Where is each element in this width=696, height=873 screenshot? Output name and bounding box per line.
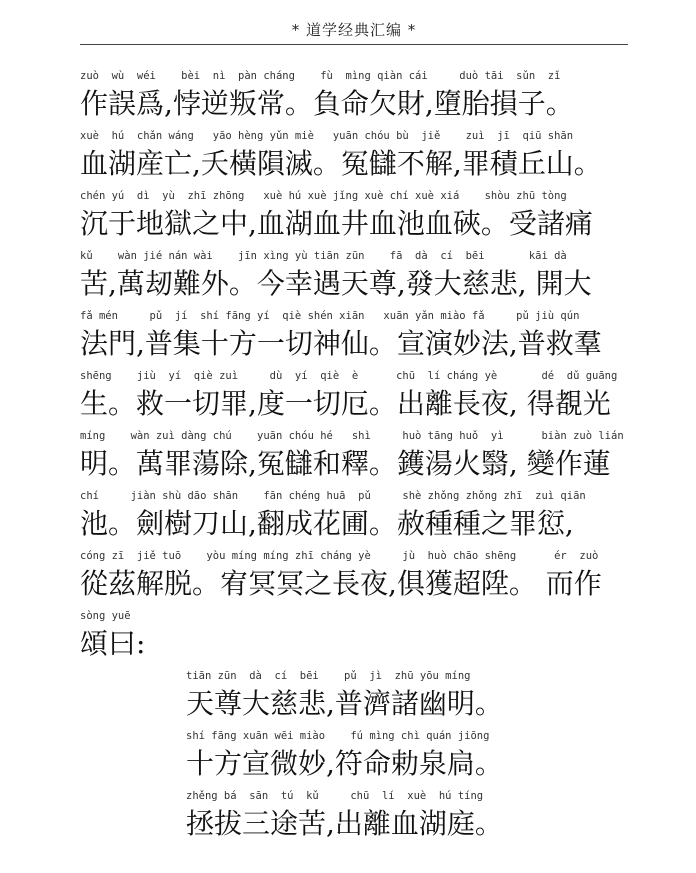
pinyin-line: shí fāng xuān wēi miào fú mìng chì quán jiōng xyxy=(186,730,490,742)
pinyin-line: xuè hú chǎn wáng yāo hèng yǔn miè yuān chóu bù jiě zuì jī qiū shān xyxy=(80,130,574,142)
hanzi-line: 池。劍樹刀山,翻成花圃。赦種種之罪愆, xyxy=(80,507,574,540)
text-line xyxy=(80,368,640,422)
text-line xyxy=(80,428,640,482)
hanzi-line: 沉于地獄之中,血湖血井血池血硤。受諸痛 xyxy=(80,207,593,240)
header-title: * 道学经典汇编 * xyxy=(291,21,417,39)
pinyin-line: tiān zūn dà cí bēi pǔ jì zhū yōu míng xyxy=(186,670,471,682)
verse-line xyxy=(186,728,546,782)
hanzi-line: 法門,普集十方一切神仙。宣演妙法,普救羣 xyxy=(80,327,602,360)
hanzi-line: 生。救一切罪,度一切厄。出離長夜, 得覩光 xyxy=(80,387,611,420)
hanzi-line: 血湖産亡,夭橫隕滅。冤讎不解,罪積丘山。 xyxy=(80,147,602,180)
text-line xyxy=(80,548,640,602)
pinyin-line: chén yú dì yù zhī zhōng xuè hú xuè jǐng xuè chí xuè xiá shòu zhū tòng xyxy=(80,190,567,202)
pinyin-line: kǔ wàn jié nán wài jīn xìng yù tiān zūn fā dà cí bēi kāi dà xyxy=(80,250,567,262)
hanzi-line: 拯拔三途苦,出離血湖庭。 xyxy=(186,807,503,840)
text-line xyxy=(80,488,640,542)
verse-line xyxy=(186,788,546,842)
hanzi-line: 從茲解脱。宥冥冥之長夜,俱獲超陞。 而作 xyxy=(80,567,602,600)
hanzi-line: 天尊大慈悲,普濟諸幽明。 xyxy=(186,687,503,720)
text-line xyxy=(80,308,640,362)
pinyin-line: shēng jiù yí qiè zuì dù yí qiè è chū lí cháng yè dé dǔ guāng xyxy=(80,370,618,382)
page-header xyxy=(80,18,628,45)
verse-line xyxy=(186,668,546,722)
pinyin-line: zhěng bá sān tú kǔ chū lí xuè hú tíng xyxy=(186,790,484,802)
text-line xyxy=(80,608,640,662)
pinyin-line: fǎ mén pǔ jí shí fāng yí qiè shén xiān xuān yǎn miào fǎ pǔ jiù qún xyxy=(80,310,580,322)
hanzi-line: 十方宣微妙,符命勅泉扃。 xyxy=(186,747,503,780)
hanzi-line: 頌曰: xyxy=(80,627,146,660)
pinyin-line: míng wàn zuì dàng chú yuān chóu hé shì huò tāng huǒ yì biàn zuò lián xyxy=(80,430,624,442)
text-line xyxy=(80,68,640,122)
pinyin-line: sòng yuē xyxy=(80,610,131,622)
text-line xyxy=(80,248,640,302)
hanzi-line: 明。萬罪蕩除,冤讎和釋。鑊湯火翳, 變作蓮 xyxy=(80,447,611,480)
pinyin-line: zuò wù wéi bèi nì pàn cháng fù mìng qiàn cái duò tāi sǔn zǐ xyxy=(80,70,561,82)
pinyin-line: cóng zī jiě tuō yòu míng míng zhī cháng yè jù huò chāo shēng ér zuò xyxy=(80,550,599,562)
pinyin-line: chí jiàn shù dāo shān fān chéng huā pǔ shè zhǒng zhǒng zhī zuì qiān xyxy=(80,490,586,502)
hanzi-line: 苦,萬刼難外。今幸遇天尊,發大慈悲, 開大 xyxy=(80,267,592,300)
text-line xyxy=(80,188,640,242)
hanzi-line: 作誤爲,悖逆叛常。負命欠財,墮胎損子。 xyxy=(80,87,574,120)
text-line xyxy=(80,128,640,182)
